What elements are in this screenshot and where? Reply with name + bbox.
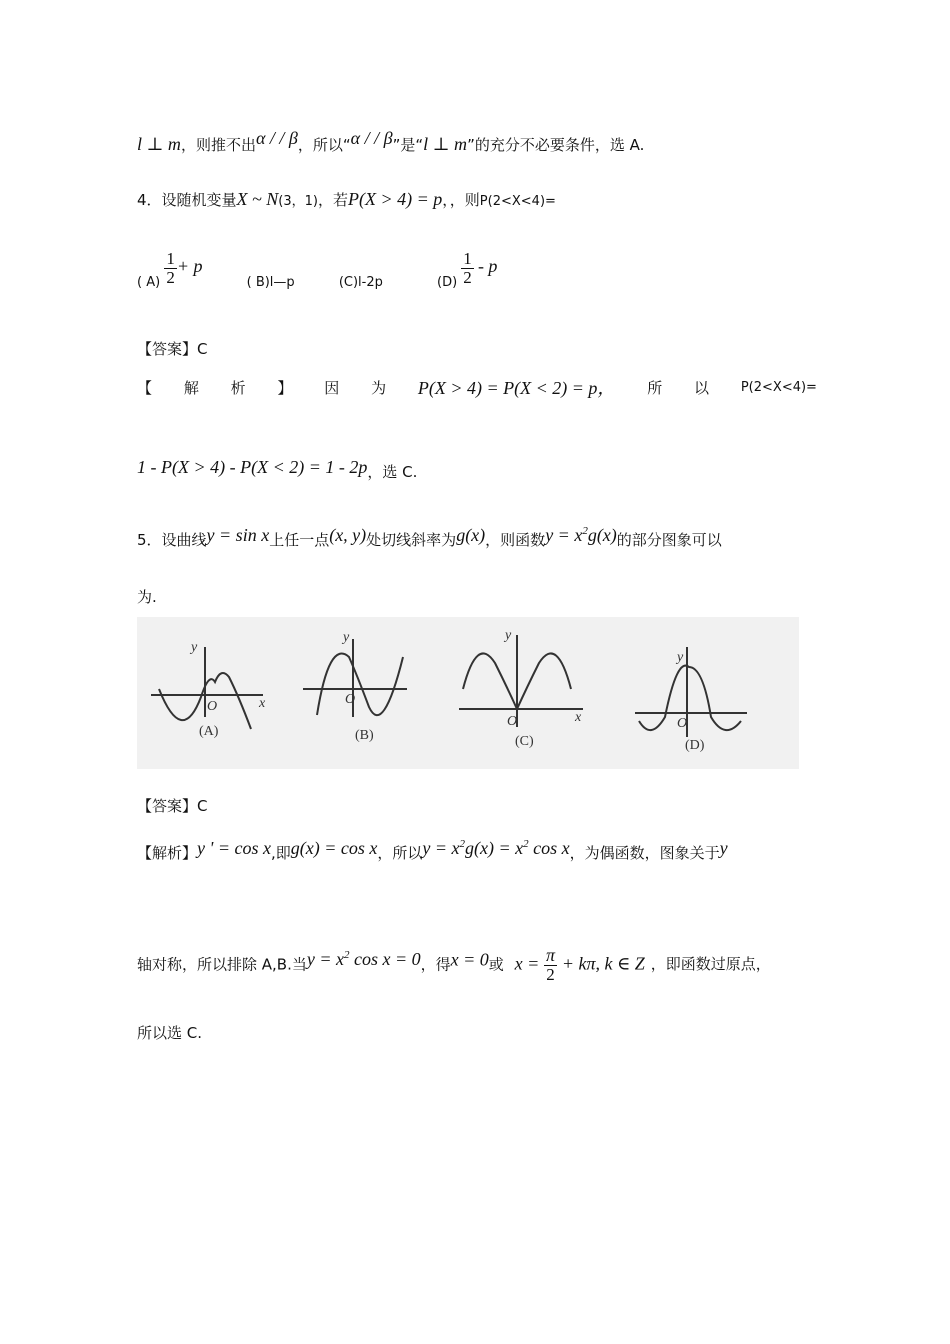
- graph-b-caption: (B): [355, 728, 374, 743]
- graph-d-caption: (D): [685, 738, 705, 753]
- graph-b-y-label: y: [343, 630, 350, 645]
- graph-a-caption: (A): [199, 724, 219, 739]
- graph-a-y-label: y: [191, 640, 198, 655]
- analysis-4-line-2: 1 - P(X > 4) - P(X < 2) = 1 - 2p，选 C.: [137, 457, 418, 481]
- analysis-5-line-3: 所以选 C.: [137, 1024, 203, 1042]
- graph-a: [151, 647, 263, 729]
- graph-d-origin: O: [677, 716, 688, 731]
- graph-d-y-label: y: [677, 650, 684, 665]
- graph-c: [459, 635, 583, 727]
- question-4: 4．设随机变量X ~ N(3，1)，若P(X > 4) = p，，则P(2<X<4)=: [137, 189, 556, 209]
- option-c: (C)l-2p: [338, 274, 383, 290]
- option-b: ( B)l—p: [246, 274, 295, 290]
- analysis-5: 【解析】y ' = cos x,即g(x) = cos x，所以$y = x^2g(x) = x^2$ cos x，为偶函数，图象关于y: [137, 838, 728, 862]
- option-a: ( A) $\frac{1}{2}$ + p: [137, 249, 203, 290]
- graph-a-x-label: x: [259, 696, 266, 711]
- function-graphs-figure: [137, 617, 799, 769]
- graph-d: [635, 647, 747, 737]
- line-1: l ⊥ m，则推不出α / / β，所以“α / / β”是“l ⊥ m”的充分不必要条件，选 A.: [137, 128, 645, 154]
- option-d: (D) $\frac{1}{2}$ - p: [437, 249, 498, 290]
- graph-c-caption: (C): [515, 734, 534, 749]
- graph-c-x-label: x: [575, 710, 582, 725]
- answer-4: 【答案】C: [137, 340, 208, 358]
- question-4-options: [137, 250, 497, 290]
- graph-a-origin: O: [207, 699, 218, 714]
- question-5-line-2: 为.: [137, 588, 157, 606]
- graph-b-origin: O: [345, 692, 356, 707]
- graph-c-origin: O: [507, 714, 518, 729]
- answer-5: 【答案】C: [137, 797, 208, 815]
- math-l-perp-m: l ⊥ m: [137, 134, 181, 154]
- analysis-5-line-2: 轴对称，所以排除 A,B.当$y = x^2$ cos x = 0，得x = 0或 x = $\frac{\pi}{2}$ + kπ, k ∈ Z ，即函数过原点，: [137, 945, 771, 984]
- analysis-4: 【 解 析 】 因 为 P(X > 4) = P(X < 2) = p， 所 以 P(2<X<4)=: [137, 378, 817, 398]
- question-5: 5．设曲线y = sin x上任一点(x, y)处切线斜率为g(x)，则函数$y = x^2g(x)$的部分图象可以: [137, 525, 722, 549]
- graph-c-y-label: y: [505, 628, 512, 643]
- graphs-svg: [137, 617, 799, 769]
